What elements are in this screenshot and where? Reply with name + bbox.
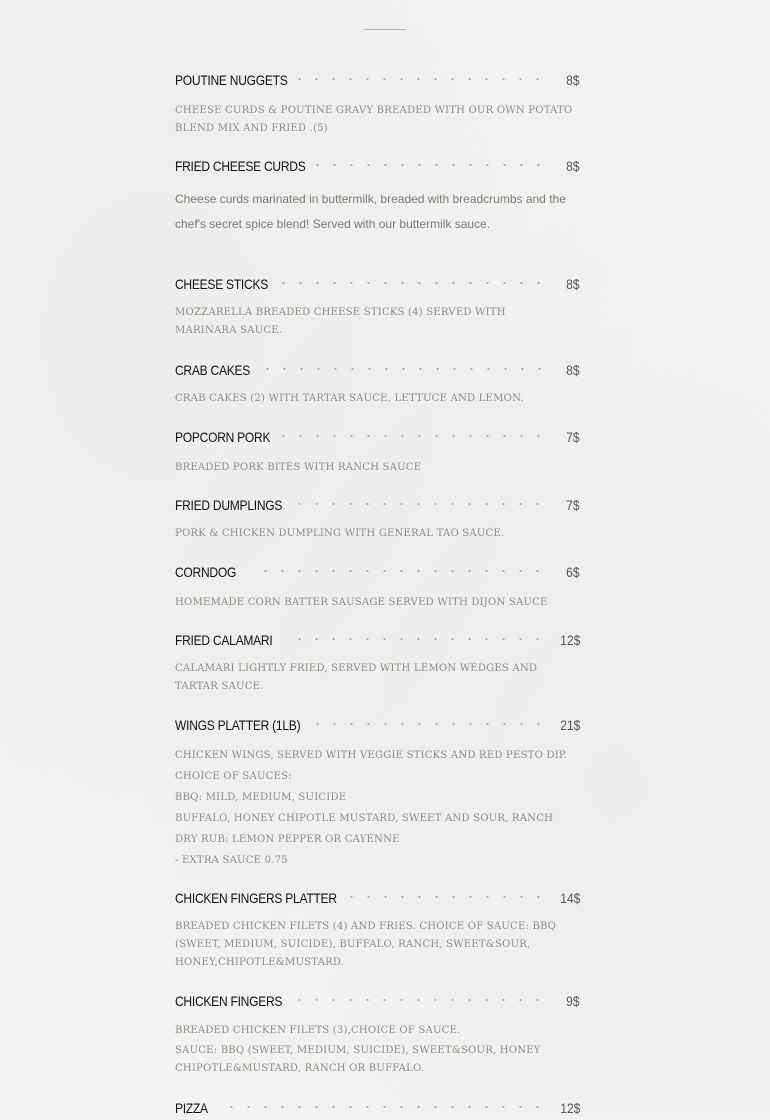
item-price: 7$	[566, 497, 580, 513]
dot-leader	[291, 503, 551, 505]
menu-item-corndog	[175, 564, 595, 611]
menu-item-wings-platter	[175, 717, 595, 871]
menu-item-popcorn-pork	[175, 429, 595, 476]
item-price: 6$	[566, 564, 580, 580]
menu-item-cheese-sticks	[175, 276, 595, 339]
item-description: Cheese curds marinated in buttermilk, breaded with breadcrumbs and the chef's secret spice blend! Served with our buttermilk sauce.	[175, 192, 566, 231]
item-description: HOMEMADE CORN BATTER SAUSAGE SERVED WITH DIJON SAUCE	[175, 596, 548, 608]
menu-item-chicken-fingers	[175, 993, 595, 1077]
item-price: 9$	[566, 993, 580, 1009]
item-price: 8$	[566, 276, 580, 292]
item-name: PIZZA	[175, 1100, 208, 1116]
menu-item-crab-cakes	[175, 362, 595, 407]
item-description: CALAMARI LIGHTLY FRIED, SERVED WITH LEMON WEDGES AND TARTAR SAUCE.	[175, 662, 538, 692]
menu-item-pizza	[175, 1100, 595, 1120]
dot-leader	[309, 164, 551, 166]
item-name: FRIED DUMPLINGS	[175, 497, 283, 513]
top-divider	[364, 29, 406, 30]
item-description: MOZZARELLA BREADED CHEESE STICKS (4) SERVED WITH MARINARA SAUCE.	[175, 306, 506, 336]
item-name: FRIED CHEESE CURDS	[175, 158, 306, 174]
dot-leader	[275, 282, 551, 284]
item-description: CHEESE CURDS & POUTINE GRAVY BREADED WITH OUR OWN POTATO BLEND MIX AND FRIED .(5)	[175, 104, 573, 134]
menu-item-poutine-nuggets	[175, 72, 595, 137]
item-price: 8$	[566, 362, 580, 378]
item-price: 7$	[566, 429, 580, 445]
dot-leader	[291, 638, 551, 640]
dot-leader	[291, 999, 551, 1001]
item-description: PORK & CHICKEN DUMPLING WITH GENERAL TAO SAUCE.	[175, 527, 505, 539]
menu-item-fried-dumplings	[175, 497, 595, 542]
item-name: CHICKEN FINGERS	[175, 993, 283, 1009]
item-name: POPCORN PORK	[175, 429, 271, 445]
item-price: 8$	[566, 158, 580, 174]
item-description: BREADED PORK BITES WITH RANCH SAUCE	[175, 461, 422, 473]
item-description: BREADED CHICKEN FILETS (3),CHOICE OF SAUCE. SAUCE: BBQ (SWEET, MEDIUM, SUICIDE), SWEET&SOUR, HONEY CHIPOTLE&MUSTARD, RANCH OR BUFFALO.	[175, 1024, 541, 1074]
menu-item-fried-calamari	[175, 632, 595, 695]
item-price: 14$	[559, 890, 580, 906]
dot-leader	[343, 896, 551, 898]
item-name: CHICKEN FINGERS PLATTER	[175, 890, 337, 906]
dot-leader	[259, 368, 551, 370]
item-description: BREADED CHICKEN FILETS (4) AND FRIES. CHOICE OF SAUCE: BBQ (SWEET, MEDIUM, SUICIDE), BUFFALO, RANCH, SWEET&SOUR, HONEY,CHIPOTLE&MUSTARD.	[175, 920, 557, 968]
menu-item-chicken-fingers-platter	[175, 890, 595, 971]
item-name: CORNDOG	[175, 564, 237, 580]
item-price: 12$	[559, 1100, 580, 1116]
dot-leader	[223, 1106, 551, 1108]
dot-leader	[275, 435, 551, 437]
item-description: CRAB CAKES (2) WITH TARTAR SAUCE, LETTUCE AND LEMON.	[175, 392, 524, 404]
item-price: 12$	[559, 632, 580, 648]
item-name: FRIED CALAMARI	[175, 632, 273, 648]
item-name: CRAB CAKES	[175, 362, 251, 378]
item-name: CHEESE STICKS	[175, 276, 269, 292]
item-price: 21$	[559, 717, 580, 733]
item-name: WINGS PLATTER (1LB)	[175, 717, 301, 733]
item-price: 8$	[566, 72, 580, 88]
menu-item-fried-cheese-curds	[175, 158, 595, 237]
item-name: POUTINE NUGGETS	[175, 72, 288, 88]
dot-leader	[309, 723, 551, 725]
dot-leader	[257, 570, 551, 572]
dot-leader	[291, 78, 551, 80]
item-description: CHICKEN WINGS, SERVED WITH VEGGIE STICKS AND RED PESTO DIP. CHOICE OF SAUCES: BBQ: MILD, MEDIUM, SUICIDE BUFFALO, HONEY CHIPOTLE MUSTARD, SWEET AND SOUR, RANCH DRY RUB: LEMON PEPPER OR CAYENNE - EXTRA SAUCE 0.75	[175, 749, 568, 866]
